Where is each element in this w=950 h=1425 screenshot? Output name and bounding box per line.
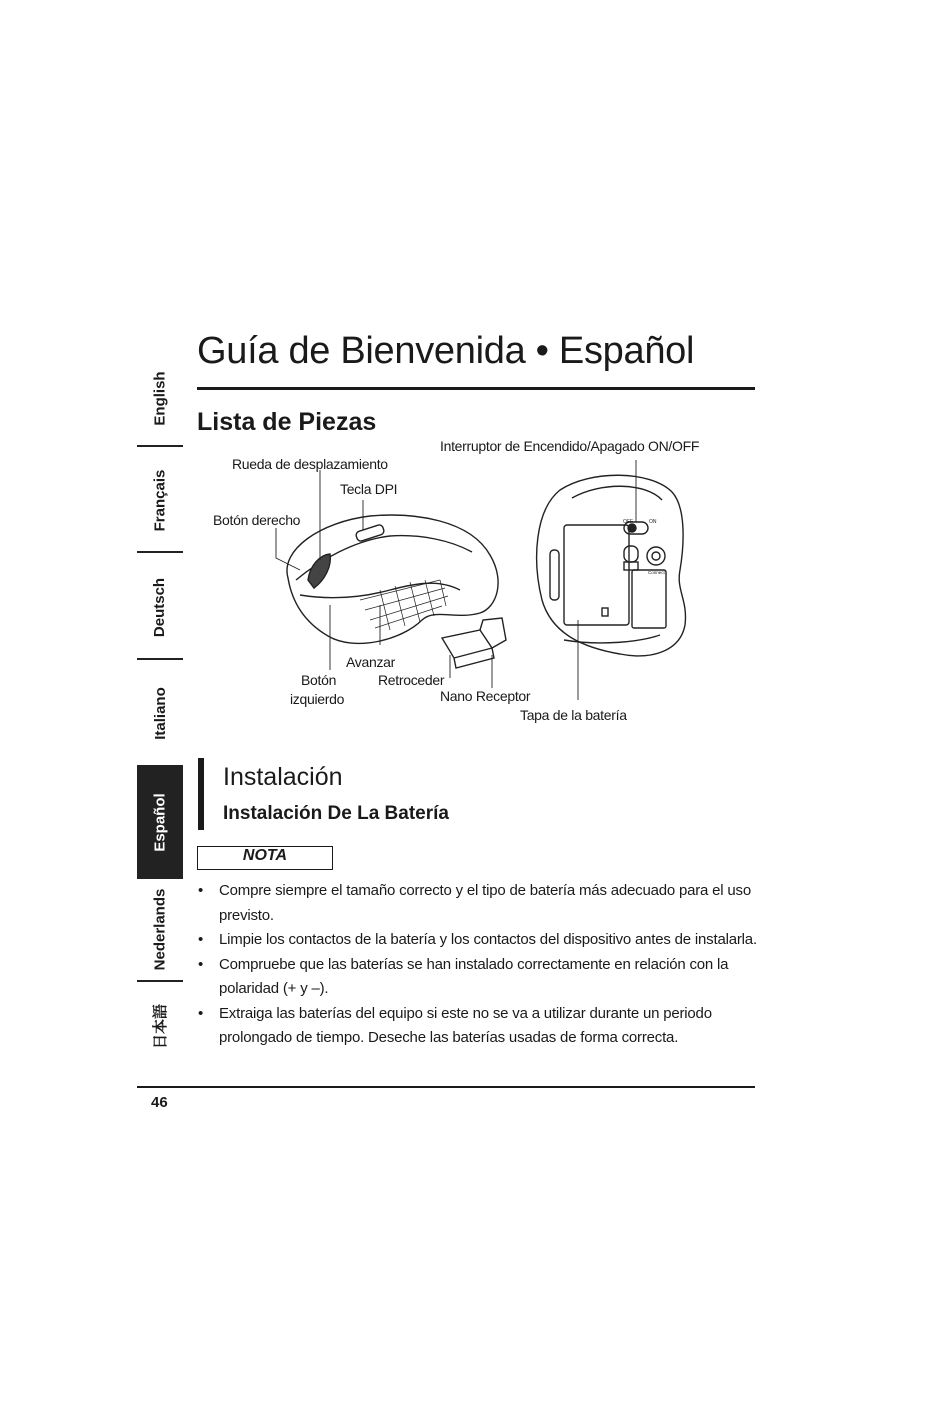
tab-divider	[137, 980, 183, 982]
label-power-switch: Interruptor de Encendido/Apagado ON/OFF	[440, 438, 700, 454]
page-title: Guía de Bienvenida • Español	[197, 330, 695, 372]
tab-espanol-label: Español	[151, 792, 169, 852]
label-dpi-key: Tecla DPI	[340, 481, 398, 497]
note-label: NOTA	[242, 847, 288, 864]
leader-lines	[276, 460, 636, 700]
connect-text: Connect	[648, 570, 665, 575]
label-battery-cover: Tapa de la batería	[520, 707, 627, 723]
tab-espanol[interactable]	[137, 765, 183, 879]
language-tabs	[137, 350, 183, 1090]
tab-deutsch[interactable]	[137, 557, 183, 657]
grip-texture	[360, 580, 448, 630]
list-item: • Extraiga las baterías del equipo si este no se va a utilizar durante un periodo prolongado de tiempo. Deseche las baterías usadas de forma correcta.	[197, 1002, 757, 1051]
tab-divider	[137, 658, 183, 660]
tab-nederlands[interactable]	[137, 880, 183, 978]
tab-nederlands-label: Nederlands	[151, 888, 169, 970]
tab-italiano-label: Italiano	[151, 686, 169, 740]
tab-italiano[interactable]	[137, 663, 183, 763]
tab-divider	[137, 551, 183, 553]
list-item: • Compre siempre el tamaño correcto y el tipo de batería más adecuado para el uso previsto.	[197, 879, 757, 928]
footer-rule	[137, 1086, 755, 1088]
label-forward: Avanzar	[346, 654, 396, 670]
switch-off-text: OFF	[623, 519, 633, 525]
tab-english[interactable]	[137, 350, 183, 446]
label-scroll-wheel: Rueda de desplazamiento	[232, 456, 388, 472]
nano-receiver-shape	[442, 618, 506, 668]
label-nano-receiver: Nano Receptor	[440, 688, 531, 704]
tab-japanese[interactable]	[137, 986, 183, 1066]
tab-english-label: English	[151, 370, 169, 426]
tab-francais-label: Français	[151, 469, 169, 531]
scroll-wheel-shape	[308, 554, 330, 588]
mouse-diagram	[180, 430, 780, 740]
label-left-button-1: Botón	[301, 672, 337, 688]
section-accent-bar	[198, 758, 204, 830]
tab-divider	[137, 445, 183, 447]
connect-button-shape	[647, 547, 665, 565]
note-bullet-list	[197, 879, 757, 1051]
list-item: • Compruebe que las baterías se han instalado correctamente en relación con la polaridad (+ y –).	[197, 953, 757, 1002]
installation-heading: Instalación	[223, 763, 343, 791]
label-back: Retroceder	[378, 672, 445, 688]
list-item: • Limpie los contactos de la batería y los contactos del dispositivo antes de instalarla.	[197, 928, 757, 953]
label-right-button: Botón derecho	[213, 512, 301, 528]
page-number: 46	[151, 1094, 168, 1111]
tab-deutsch-label: Deutsch	[151, 577, 169, 637]
switch-on-text: ON	[649, 519, 657, 525]
title-rule	[197, 387, 755, 390]
battery-install-heading: Instalación De La Batería	[223, 803, 449, 824]
battery-cover-shape	[564, 525, 629, 625]
parts-heading: Lista de Piezas	[197, 408, 377, 436]
label-left-button-2: izquierdo	[290, 691, 345, 707]
tab-francais[interactable]	[137, 450, 183, 550]
tab-japanese-label: 日本語	[152, 1003, 170, 1049]
